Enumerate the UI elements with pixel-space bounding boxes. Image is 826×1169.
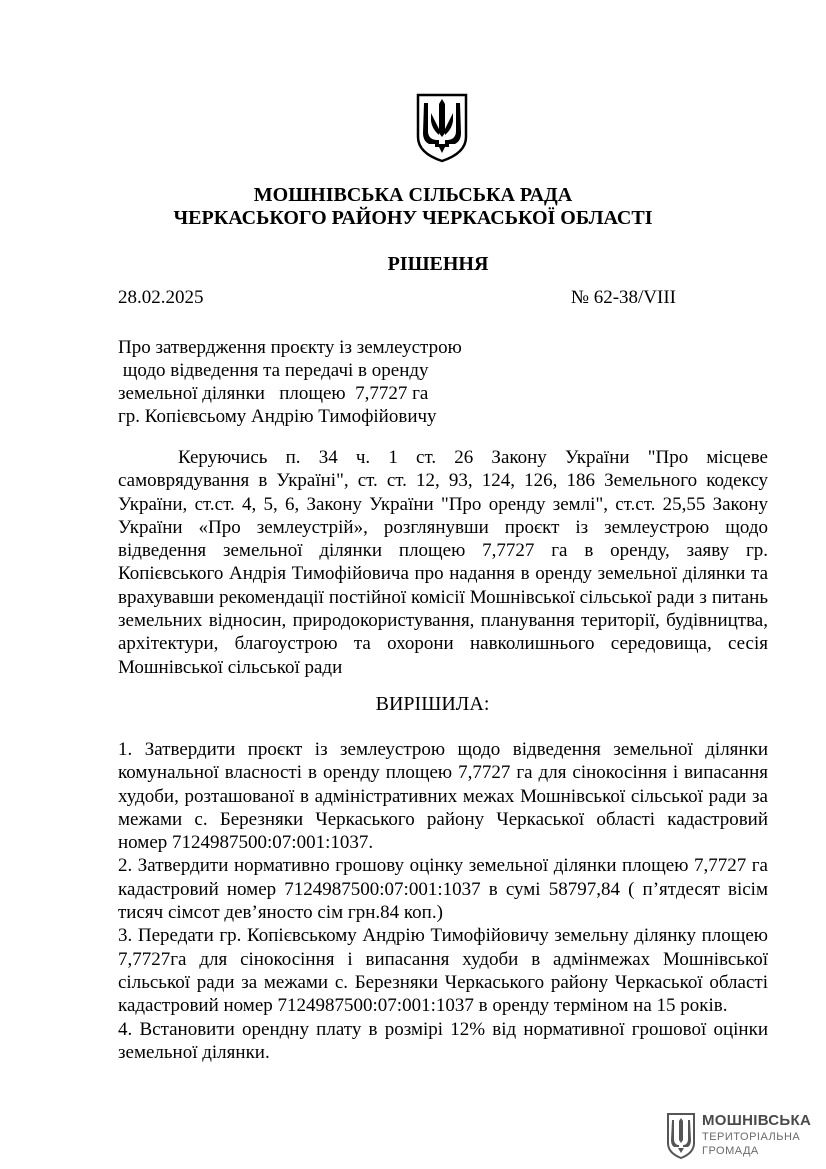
- logo-subtitle: ГРОМАДА: [702, 1145, 759, 1157]
- trident-shield-icon: [666, 1113, 696, 1159]
- community-logo: [666, 1110, 812, 1162]
- resolution-item: 4. Встановити орендну плату в розмірі 12% від нормативної грошової оцінки земельної ділянки.: [118, 1018, 768, 1063]
- resolved-heading: ВИРІШИЛА:: [375, 693, 490, 715]
- decision-date: 28.02.2025: [118, 287, 204, 308]
- resolution-item: 1. Затвердити проєкт із землеустрою щодо відведення земельної ділянки комунальної власності в оренду площею 7,7727 га для сінокосіння і випасання худоби, розташованої в адміністративних межах Мошнівської сільської ради за межами с. Березняки Черкаського району Черкаської області кадастровий номер 7124987500:07:001:1037.: [118, 739, 768, 854]
- council-name: МОШНІВСЬКА СІЛЬСЬКА РАДА: [253, 184, 573, 206]
- document-type: РІШЕННЯ: [387, 253, 489, 275]
- resolution-items: [118, 738, 768, 1064]
- resolution-item: 2. Затвердити нормативно грошову оцінку земельної ділянки площею 7,7727 га кадастровий номер 7124987500:07:001:1037 в сумі 58797,84 ( п’ятдесят вісім тисяч сімсот дев’яносто сім грн.84 коп.): [118, 855, 768, 924]
- council-district: ЧЕРКАСЬКОГО РАЙОНУ ЧЕРКАСЬКОЇ ОБЛАСТІ: [173, 207, 653, 229]
- coat-of-arms-icon: [415, 93, 469, 163]
- logo-title: МОШНІВСЬКА: [702, 1112, 812, 1129]
- subject-line: щодо відведення та передачі в оренду: [118, 360, 429, 381]
- decision-subject: [118, 336, 478, 428]
- resolution-item: 3. Передати гр. Копієвському Андрію Тимофійовичу земельну ділянку площею 7,7727га для сінокосіння і випасання худоби в адмінмежах Мошнівської сільської ради за межами с. Березняки Черкаського району Черкаської області кадастровий номер 7124987500:07:001:1037 в оренду терміном на 15 років.: [118, 925, 768, 1017]
- subject-line: земельної ділянки площею 7,7727 га: [118, 383, 429, 404]
- decision-number: № 62-38/VIII: [570, 287, 676, 308]
- subject-line: гр. Копієвсьому Андрію Тимофійовичу: [118, 406, 437, 427]
- logo-subtitle: ТЕРИТОРІАЛЬНА: [702, 1131, 801, 1143]
- subject-line: Про затвердження проєкту із землеустрою: [118, 337, 462, 358]
- preamble-paragraph: Керуючись п. 34 ч. 1 ст. 26 Закону України "Про місцеве самоврядування в Україні", ст. ст. 12, 93, 124, 126, 186 Земельного кодексу України, ст.ст. 4, 5, 6, Закону України "Про оренду землі", ст.ст. 25,55 Закону України «Про землеустрій», розглянувши проєкт із землеустрою щодо відведення земельної ділянки площею 7,7727 га в оренду, заяву гр. Копієвського Андрія Тимофійовича про надання в оренду земельної ділянки та врахувавши рекомендації постійної комісії Мошнівської сільської ради з питань земельних відносин, природокористування, планування території, будівництва, архітектури, благоустрою та охорони навколишнього середовища, сесія Мошнівської сільської ради: [118, 447, 768, 678]
